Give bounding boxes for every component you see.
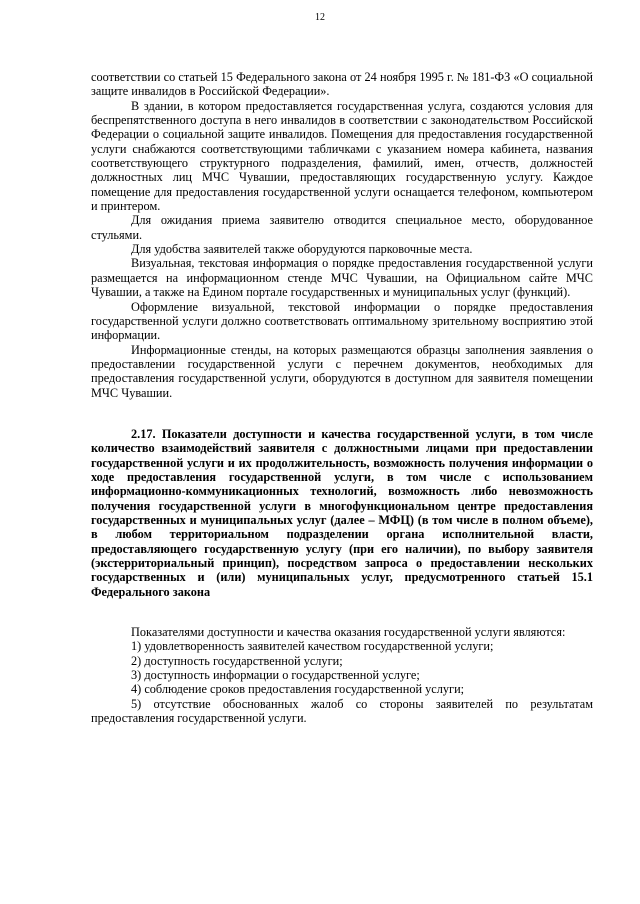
list-item: 1) удовлетворенность заявителей качеством государственной услуги; [131,639,494,654]
list-item: 5) отсутствие обоснованных жалоб со стороны заявителей по результатам предоставления государственной услуги. [91,696,593,726]
page-number: 12 [315,12,325,23]
section-heading: 2.17. Показатели доступности и качества государственной услуги, в том числе количество взаимодействий заявителя с должностными лицами при предоставлении государственной услуги и их продолжительность, возможность получения информации о ходе предоставления государственной услуги, в том числе с использованием информационно-коммуникационных технологий, возможность либо невозможность получения государственной услуги в многофункциональном центре предоставления государственных и муниципальных услуг (далее – МФЦ) (в том числе в полном объеме), в любом территориальном подразделении органа исполнительной власти, предоставляющего государственную услугу (при его наличии), по выбору заявителя (экстерриториальный принцип), посредством запроса о предоставлении нескольких государственных и (или) муниципальных услуг, предусмотренного статьей 15.1 Федерального закона [91,426,593,599]
list-item: 4) соблюдение сроков предоставления государственной услуги; [131,682,465,697]
page-body [91,70,593,725]
paragraph: Визуальная, текстовая информация о порядке предоставления государственной услуги размещается на информационном стенде МЧС Чувашии, на Официальном сайте МЧС Чувашии, а также на Едином портале государственных и муниципальных услуг (функций). [91,256,593,300]
paragraph: Для удобства заявителей также оборудуются парковочные места. [131,242,473,257]
paragraph: В здании, в котором предоставляется государственная услуга, создаются условия для беспрепятственного доступа в него инвалидов в соответствии с законодательством Российской Федерации о социальной защите инвалидов. Помещения для предоставления государственной услуги снабжаются соответствующими табличками с указанием номера кабинета, названия соответствующего структурного подразделения, фамилий, имен, отчеств, должностей должностных лиц МЧС Чувашии, предоставляющих государственную услугу. Каждое помещение для предоставления государственной услуги оснащается телефоном, компьютером и принтером. [91,98,593,214]
list-item: 3) доступность информации о государственной услуге; [131,668,420,683]
paragraph: Оформление визуальной, текстовой информации о порядке предоставления государственной услуги должно соответствовать оптимальному зрительному восприятию этой информации. [91,299,593,343]
indicators-list [91,639,593,725]
paragraph: соответствии со статьей 15 Федерального закона от 24 ноября 1995 г. № 181-ФЗ «О социальной защите инвалидов в Российской Федерации». [91,70,593,99]
paragraph: Информационные стенды, на которых размещаются образцы заполнения заявления о предоставлении государственной услуги с перечнем документов, необходимых для предоставления государственной услуги, оборудуются в доступном для заявителя помещении МЧС Чувашии. [91,342,593,400]
list-item: 2) доступность государственной услуги; [131,653,343,668]
paragraph: Для ожидания приема заявителю отводится специальное место, оборудованное стульями. [91,213,593,242]
indicators-intro: Показателями доступности и качества оказания государственной услуги являются: [131,625,566,640]
